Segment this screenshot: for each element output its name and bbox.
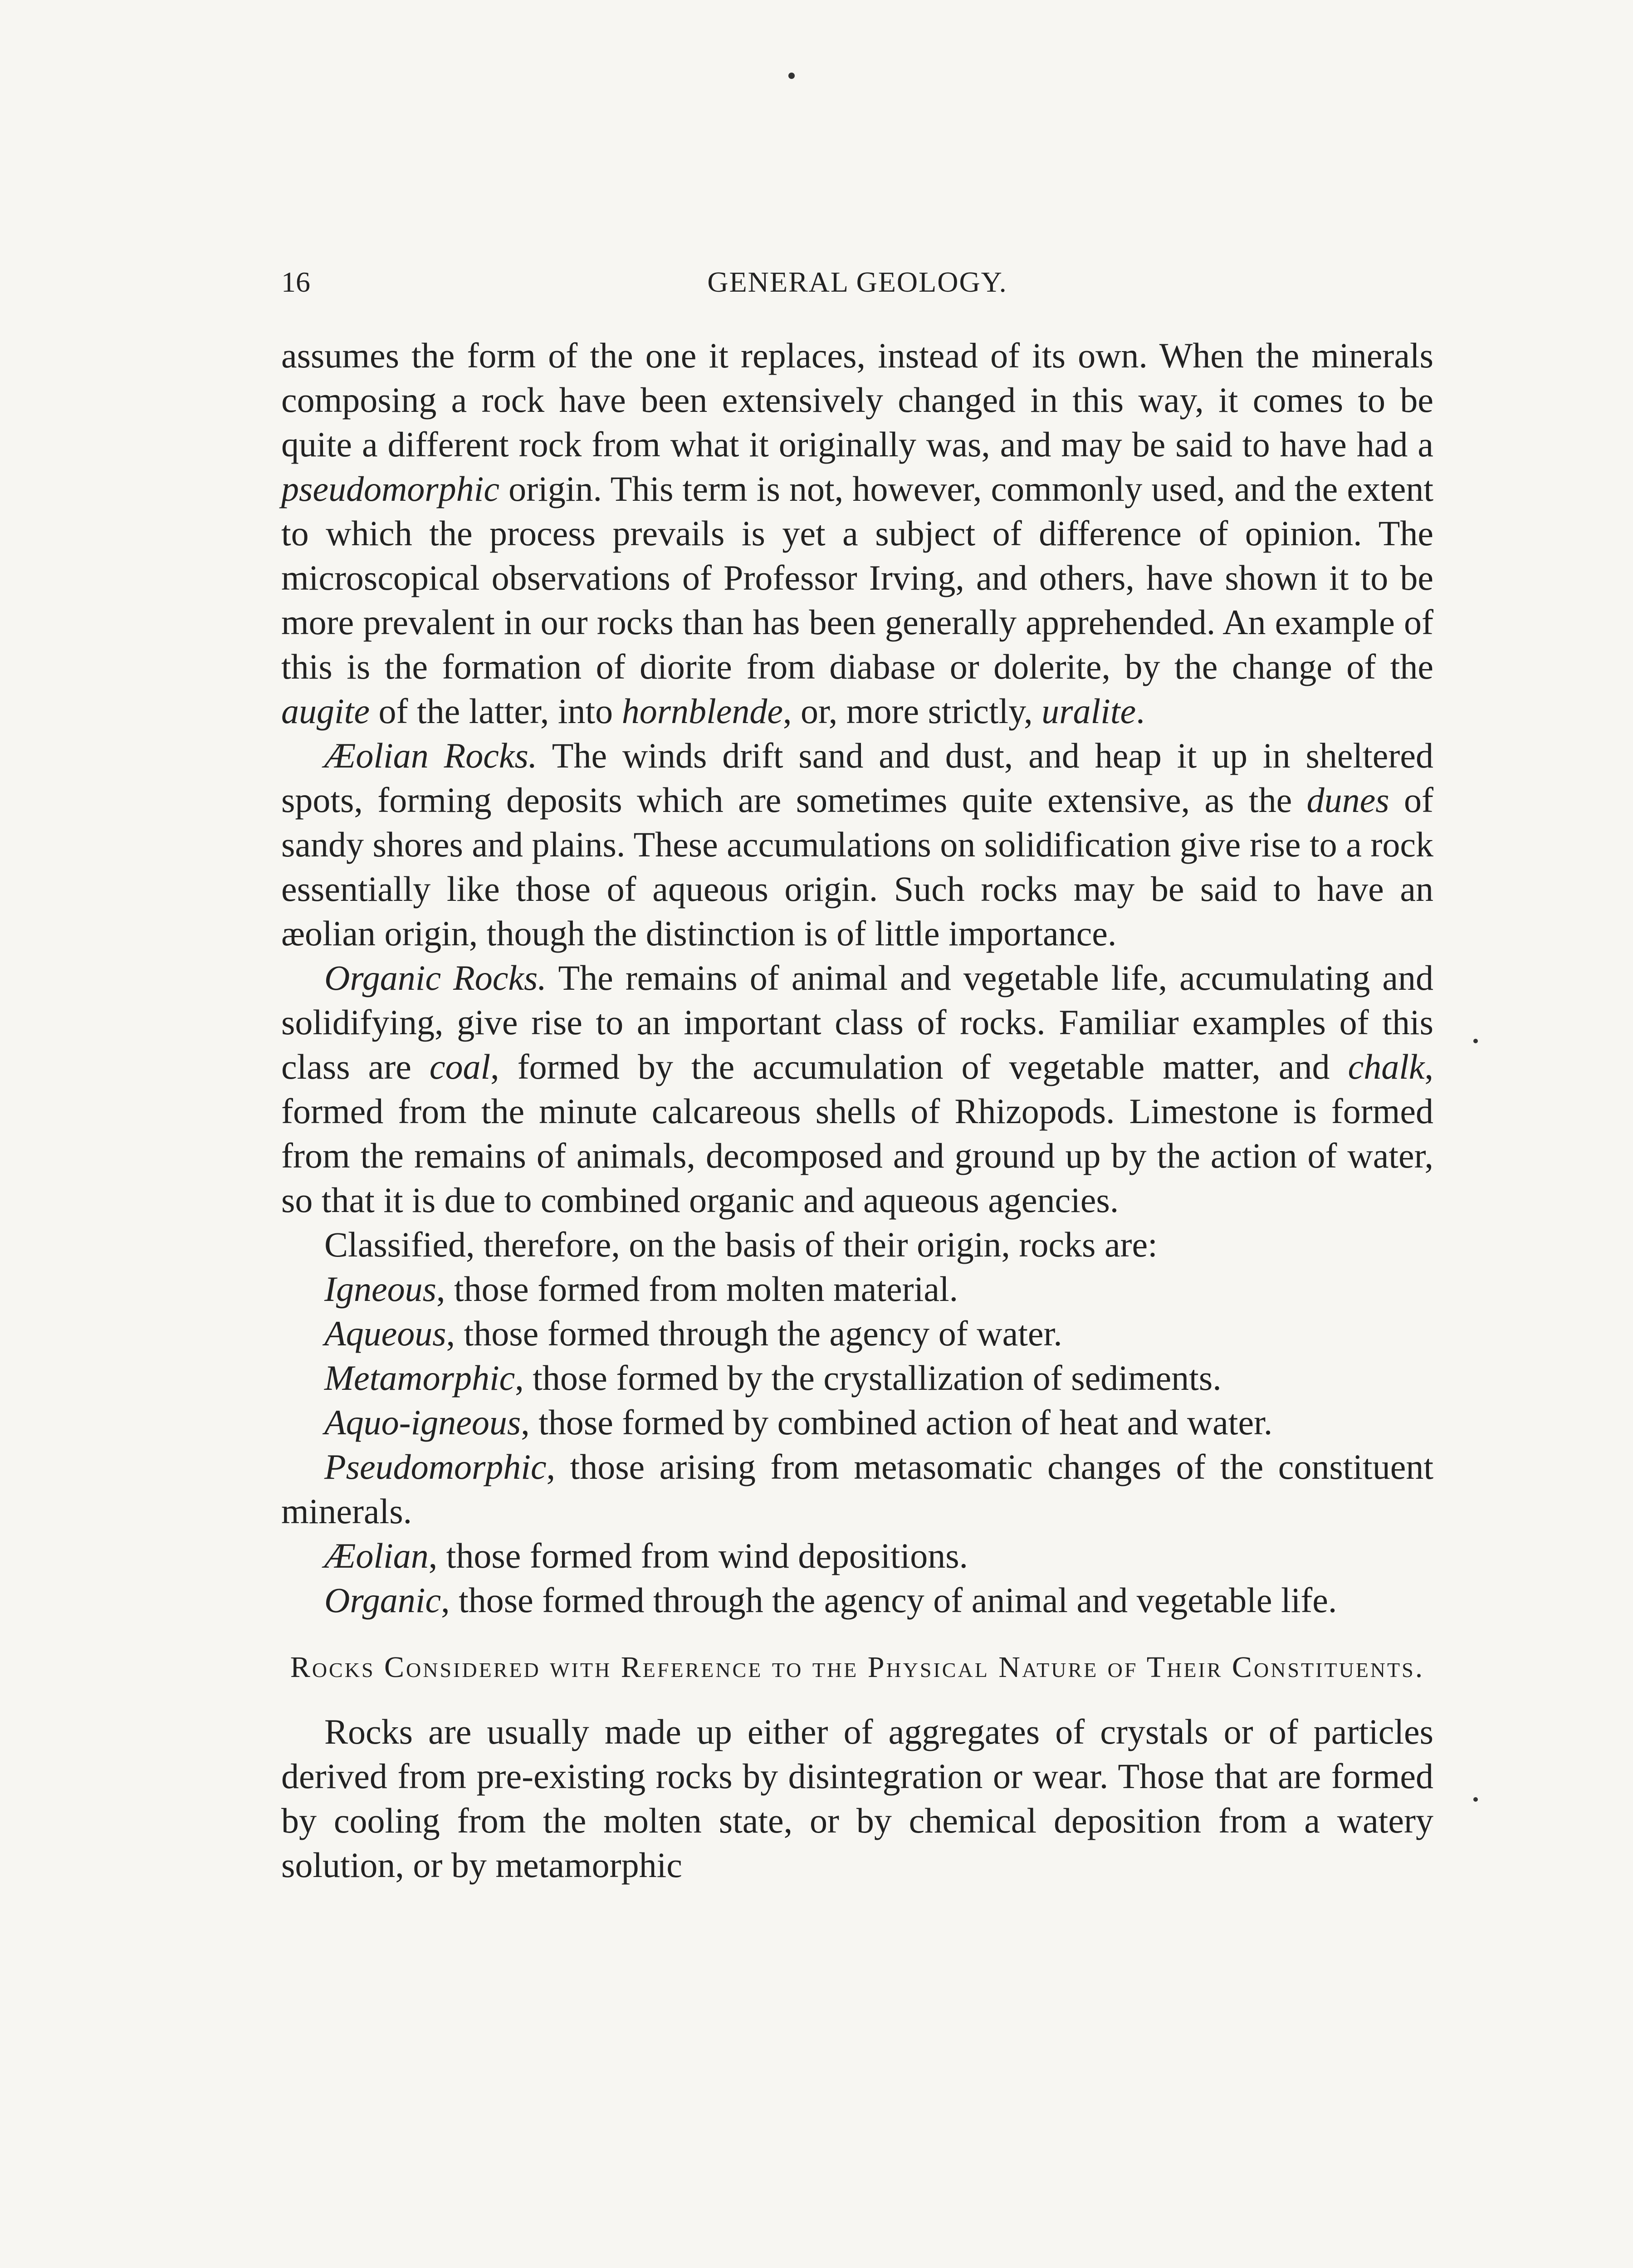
class-desc: , those formed by the crystallization of sediments. xyxy=(515,1358,1222,1398)
section-title: Æolian Rocks. xyxy=(324,736,538,775)
class-desc: , those formed from molten material. xyxy=(436,1269,958,1309)
text: , formed by the accumulation of vegetable matter, and xyxy=(490,1047,1348,1086)
class-item xyxy=(281,1578,1433,1623)
page-header xyxy=(281,265,1433,315)
stray-mark xyxy=(1473,1797,1478,1802)
term-italic: chalk xyxy=(1348,1047,1425,1086)
class-term: Organic xyxy=(324,1580,441,1620)
text: assumes the form of the one it replaces, instead of its own. When the minerals composing a rock have been extensively changed in this way, it comes to be quite a different rock from what it originally was, and may be said to have had a xyxy=(281,336,1433,464)
term-italic: pseudomorphic xyxy=(281,469,499,508)
stray-mark xyxy=(788,73,795,79)
class-term: Aqueous xyxy=(324,1314,446,1353)
term-italic: uralite xyxy=(1041,691,1136,731)
text: , or, more strictly, xyxy=(782,691,1042,731)
running-title: GENERAL GEOLOGY. xyxy=(707,266,1007,298)
paragraph-physical-nature: Rocks are usually made up either of aggregates of crystals or of particles derived from pre-existing rocks by disintegration or wear. Those that are formed by cooling from the molten state, or by chemical deposition from a watery solution, or by metamorphic xyxy=(281,1712,1433,1885)
stray-mark xyxy=(1473,1039,1478,1043)
class-term: Aquo-igneous xyxy=(324,1403,521,1442)
class-term: Pseudomorphic xyxy=(324,1447,547,1486)
text: of sandy shores and plains. These accumulations on solidification give rise to a rock essentially like those of aqueous origin. Such rocks may be said to have an æolian origin, though the distinction is of little importance. xyxy=(281,780,1434,953)
text: The remains of animal and vegetable life, accumulating and solidifying, give rise to an important class of rocks. Familiar examples of this class are xyxy=(281,958,1433,1086)
text: The winds drift sand and dust, and heap it up in sheltered spots, forming deposits which are sometimes quite extensive, as the xyxy=(281,736,1433,820)
class-item xyxy=(281,1267,1433,1311)
section-heading: Rocks Considered with Reference to the Physical Nature of Their Constituents. xyxy=(290,1651,1425,1684)
class-desc: , those formed through the agency of animal and vegetable life. xyxy=(441,1580,1337,1620)
class-item xyxy=(281,1356,1433,1400)
paragraph xyxy=(281,333,1433,733)
class-desc: , those formed through the agency of water. xyxy=(446,1314,1062,1353)
class-term: Metamorphic xyxy=(324,1358,515,1398)
term-italic: dunes xyxy=(1306,780,1389,820)
term-italic: augite xyxy=(281,691,370,731)
class-item xyxy=(281,1534,1433,1578)
class-desc: , those formed from wind depositions. xyxy=(428,1536,968,1575)
class-term: Igneous xyxy=(324,1269,436,1309)
section-title: Organic Rocks. xyxy=(324,958,547,997)
term-italic: hornblende xyxy=(621,691,783,731)
paragraph-classification: Classified, therefore, on the basis of their origin, rocks are: xyxy=(324,1225,1158,1264)
class-item xyxy=(281,1400,1433,1445)
paragraph-aeolian-rocks xyxy=(281,733,1433,956)
page-number: 16 xyxy=(281,266,310,298)
paragraph-organic-rocks xyxy=(281,956,1433,1222)
class-item xyxy=(281,1445,1433,1534)
text: of the latter, into xyxy=(369,691,622,731)
class-desc: , those arising from metasomatic changes of the constituent minerals. xyxy=(281,1447,1433,1531)
text: origin. This term is not, however, commonly used, and the extent to which the process prevails is yet a subject of difference of opinion. The microscopical observations of Professor Irving, and others, have shown it to be more prevalent in our rocks than has been generally apprehended. An example of this is the formation of diorite from diabase or dolerite, by the change of the xyxy=(281,469,1433,686)
term-italic: coal xyxy=(429,1047,491,1086)
text: , formed from the minute calcareous shells of Rhizopods. Limestone is formed from the remains of animals, decomposed and ground up by the action of water, so that it is due to combined organic and aqueous agencies. xyxy=(281,1047,1433,1220)
class-desc: , those formed by combined action of heat and water. xyxy=(521,1403,1273,1442)
class-item xyxy=(281,1311,1433,1356)
text: . xyxy=(1136,691,1145,731)
class-term: Æolian xyxy=(324,1536,429,1575)
page-body xyxy=(281,333,1433,1887)
